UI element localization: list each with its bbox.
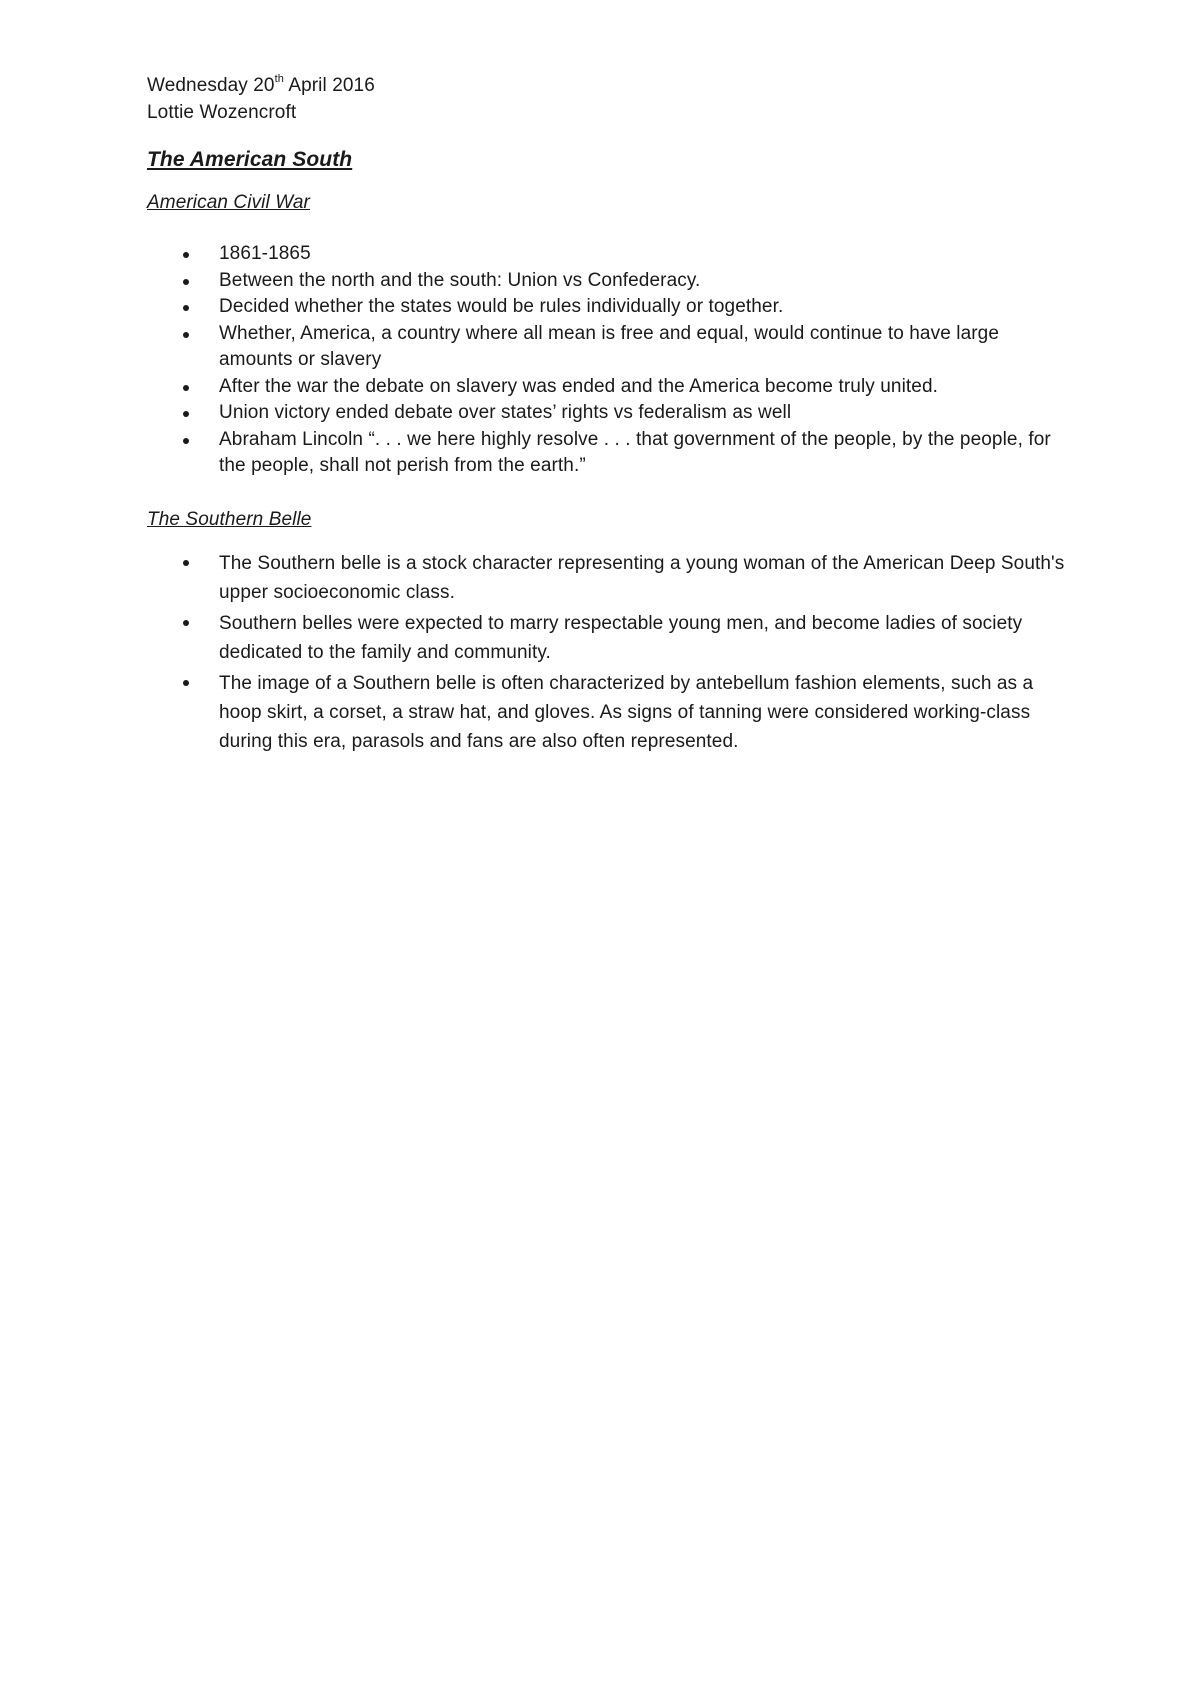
list-item [147, 609, 1077, 667]
list-item [147, 294, 1077, 321]
list-item [147, 549, 1077, 607]
list-item-text: After the war the debate on slavery was ended and the America become truly united. [219, 375, 939, 397]
southern-belle-list [147, 549, 1077, 756]
list-item-text: Decided whether the states would be rules individually or together. [219, 296, 784, 317]
document-title: The American South [147, 148, 353, 171]
bullet-icon [183, 385, 189, 391]
list-item-text: Abraham Lincoln “. . . we here highly resolve . . . that government of the people, by the people, for the people, shall not perish from the earth.” [219, 428, 1051, 476]
bullet-icon [183, 560, 189, 566]
document-author: Lottie Wozencroft [147, 102, 297, 123]
date-month-year: April 2016 [283, 75, 375, 96]
list-item [147, 268, 1077, 295]
list-item-text: 1861-1865 [219, 243, 311, 264]
list-item-text: Union victory ended debate over states’ rights vs federalism as well [219, 402, 792, 423]
bullet-icon [183, 620, 189, 626]
date-text: Wednesday 20 [147, 75, 275, 96]
list-item [147, 321, 1077, 374]
list-item-text: The image of a Southern belle is often characterized by antebellum fashion elements, such as a hoop skirt, a corset, a straw hat, and gloves. As signs of tanning were considered working-class during this era, parasols and fans are also often represented. [219, 672, 1034, 752]
bullet-icon [183, 332, 189, 338]
bullet-icon [183, 305, 189, 311]
bullet-icon [183, 279, 189, 285]
list-item [147, 400, 1077, 427]
list-item-text: Between the north and the south: Union vs Confederacy. [219, 269, 701, 291]
list-item [147, 427, 1077, 480]
date-ordinal-suffix: th [274, 72, 284, 85]
bullet-icon [183, 411, 189, 417]
bullet-icon [183, 680, 189, 686]
document-date [147, 72, 1077, 99]
list-item-text: Whether, America, a country where all mean is free and equal, would continue to have large amounts or slavery [219, 322, 999, 370]
bullet-icon [183, 438, 189, 444]
list-item-text: The Southern belle is a stock character representing a young woman of the American Deep South's upper socioeconomic class. [219, 552, 1065, 603]
document-body [147, 72, 1077, 758]
civil-war-list [147, 241, 1077, 480]
bullet-icon [183, 252, 189, 258]
section-heading-southern-belle: The Southern Belle [147, 508, 312, 530]
list-item [147, 374, 1077, 401]
list-item-text: Southern belles were expected to marry respectable young men, and become ladies of society dedicated to the family and community. [219, 612, 1023, 663]
list-item [147, 669, 1077, 756]
list-item [147, 241, 1077, 268]
section-heading-civil-war: American Civil War [147, 192, 310, 213]
